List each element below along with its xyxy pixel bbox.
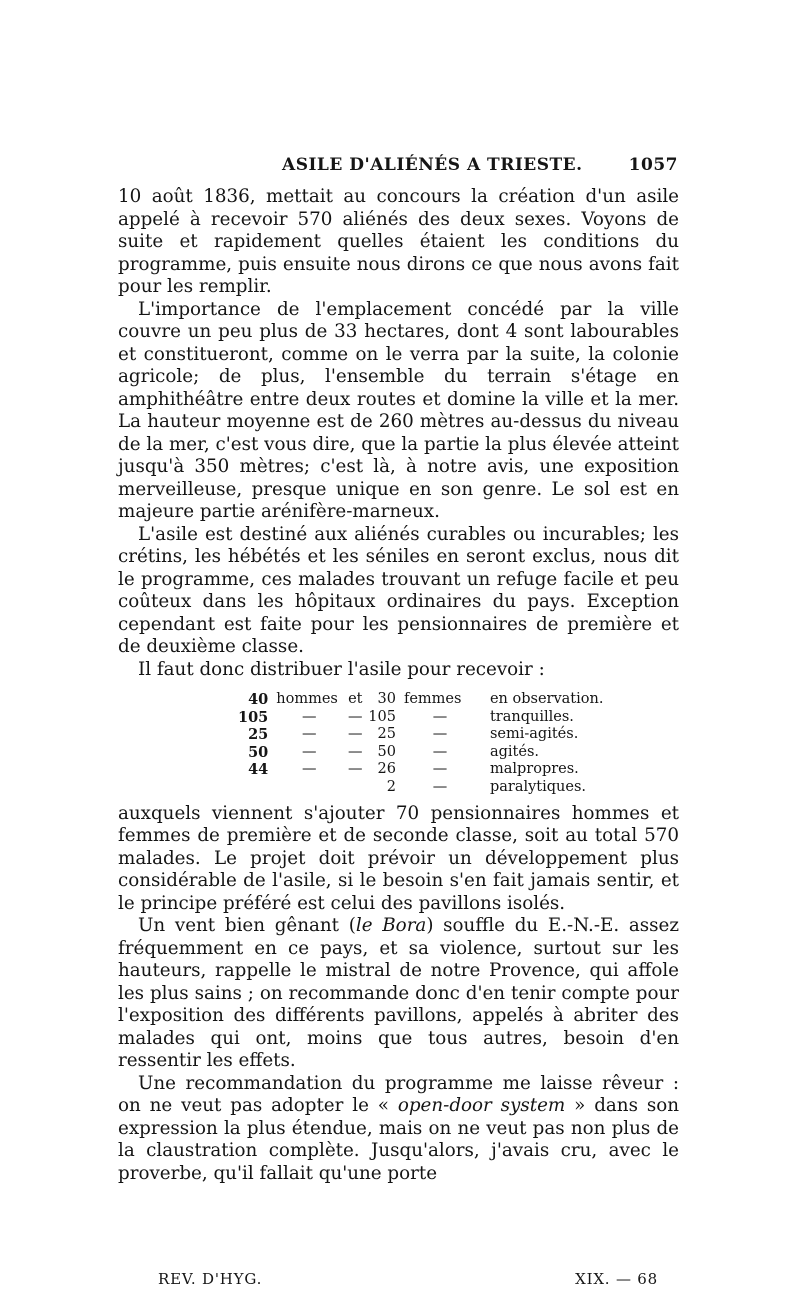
men-count: 25 <box>248 726 269 744</box>
paragraph-6-end: ) souffle du E.-N.-E. assez fréquemment en ce pays, et sa violence, surtout sur les hauteurs, rappelle le mistral de notre Provence, qui affole les plus sains ; on recommande donc d'en tenir compte pour l'exposition des différents pavillons, appelés à abriter des malades qui ont, moins que tous autres, besoin d'en ressentir les effets. <box>118 915 679 1072</box>
page-number: 1057 <box>628 155 678 175</box>
conjunction: et <box>348 691 363 707</box>
women-count: 26 <box>377 761 396 778</box>
paragraph-6-start: Un vent bien gênant ( <box>138 915 356 937</box>
body-text <box>118 186 679 1185</box>
table-row <box>238 761 603 779</box>
signature-mark: XIX. — 68 <box>575 1270 658 1288</box>
paragraph-7 <box>118 1073 679 1186</box>
paragraph-7-start: Une recommandation du programme me laisse rêveur : on ne veut pas adopter le « <box>118 1072 679 1117</box>
paragraph-4: Il faut donc distribuer l'asile pour recevoir : <box>138 658 545 680</box>
table-row <box>238 779 603 797</box>
conjunction: — <box>348 743 363 760</box>
conjunction: — <box>348 708 363 725</box>
paragraph-2: L'importance de l'emplacement concédé par la ville couvre un peu plus de 33 hectares, dont 4 sont labourables et constitueront, comme on le verra par la suite, la colonie agricole; de plus, l'ensemble du terrain s'étage en amphithéâtre entre deux routes et domine la ville et la mer. La hauteur moyenne est de 260 mètres au-dessus du niveau de la mer, c'est vous dire, que la partie la plus élevée atteint jusqu'à 350 mètres; c'est là, à notre avis, une exposition merveilleuse, presque unique en son genre. Le sol est en majeure partie arénifère-marneux. <box>118 298 679 522</box>
table-row <box>238 726 603 744</box>
men-label: — <box>302 761 317 778</box>
women-count: 30 <box>377 691 396 707</box>
paragraph-7-end: » dans son expression la plus étendue, mais on ne veut pas non plus de la claustration complète. Jusqu'alors, j'avais cru, avec le proverbe, qu'il fallait qu'une porte <box>118 1095 679 1184</box>
women-count: 2 <box>386 778 396 795</box>
category: tranquilles. <box>489 708 574 725</box>
paragraph-3: L'asile est destiné aux aliénés curables ou incurables; les crétins, les hébétés et les séniles en seront exclus, nous dit le programme, ces malades trouvant un refuge facile et peu coûteux dans les hôpitaux ordinaires du pays. Exception cependant est faite pour les pensionnaires de première et de deuxième classe. <box>118 523 679 657</box>
category: semi-agités. <box>489 726 579 743</box>
patient-distribution-table <box>238 691 603 797</box>
category: agités. <box>489 743 539 760</box>
running-title: ASILE D'ALIÉNÉS A TRIESTE. <box>282 155 583 175</box>
women-label: — <box>432 743 448 760</box>
men-count: 105 <box>238 708 269 726</box>
men-count: 44 <box>248 761 269 779</box>
table-row <box>238 709 603 727</box>
category: en observation. <box>489 691 604 707</box>
journal-abbreviation: REV. D'HYG. <box>158 1270 263 1288</box>
men-label: — <box>302 743 317 760</box>
table-row <box>238 691 603 709</box>
women-count: 25 <box>377 726 396 743</box>
women-label: — <box>432 708 448 725</box>
paragraph-6 <box>118 915 679 1073</box>
conjunction: — <box>348 726 363 743</box>
running-header <box>118 155 678 179</box>
women-label: — <box>432 778 448 795</box>
paragraph-5: auxquels viennent s'ajouter 70 pensionnaires hommes et femmes de première et de seconde classe, soit au total 570 malades. Le projet doit prévoir un développement plus considérable de l'asile, si le besoin s'en fait jamais sentir, et le principe préféré est celui des pavillons isolés. <box>118 802 679 914</box>
table-row <box>238 744 603 762</box>
men-count <box>238 779 268 797</box>
paragraph-1: 10 août 1836, mettait au concours la création d'un asile appelé à recevoir 570 aliénés des deux sexes. Voyons de suite et rapidement quelles étaient les conditions du programme, puis ensuite nous dirons ce que nous avons fait pour les remplir. <box>118 186 679 297</box>
conjunction: — <box>348 761 363 778</box>
category: malpropres. <box>489 761 579 778</box>
women-label: femmes <box>403 691 462 707</box>
women-count: 50 <box>377 743 396 760</box>
men-label: — <box>302 708 317 725</box>
women-label: — <box>432 726 448 743</box>
paragraph-6-emphasis: le Bora <box>355 915 427 937</box>
men-label: — <box>302 726 317 743</box>
paragraph-7-emphasis: open-door system <box>397 1095 566 1117</box>
men-count: 50 <box>248 743 269 761</box>
page-footer <box>118 1270 678 1292</box>
men-count: 40 <box>248 691 269 708</box>
women-label: — <box>432 761 448 778</box>
men-label <box>268 779 342 797</box>
women-count: 105 <box>368 708 396 725</box>
men-label: hommes <box>276 691 338 707</box>
category: paralytiques. <box>489 778 587 795</box>
conjunction <box>342 779 368 797</box>
